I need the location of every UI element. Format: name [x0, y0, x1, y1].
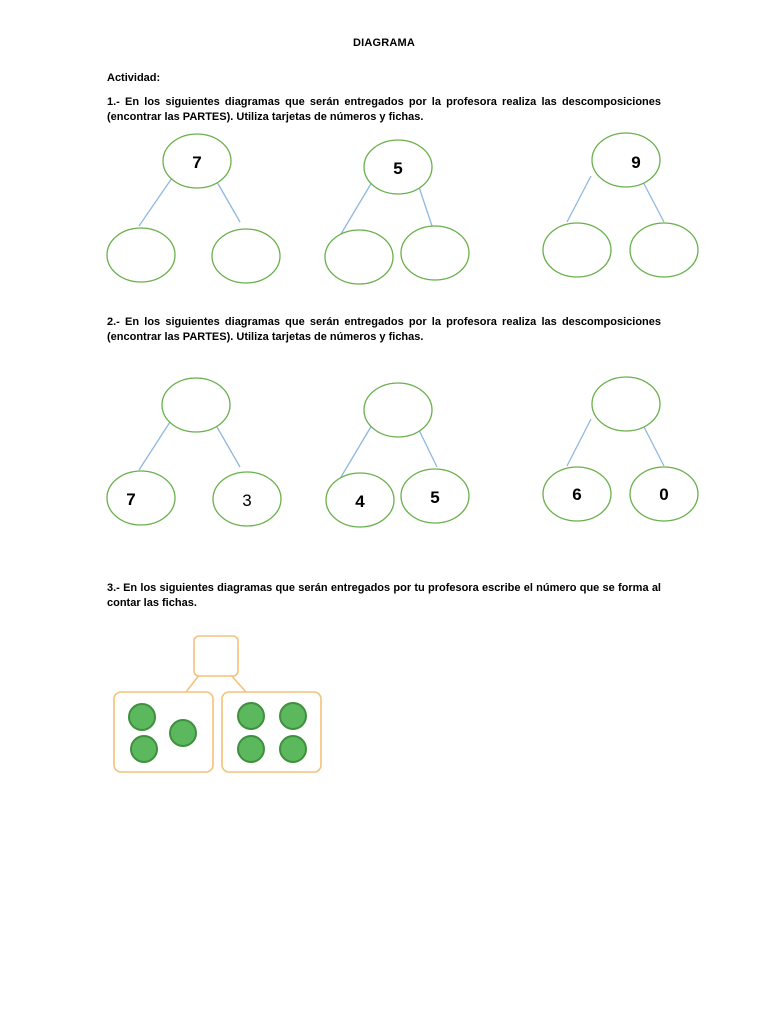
part-box-right — [222, 692, 321, 772]
counter-chip — [280, 703, 306, 729]
connector-line — [642, 180, 664, 222]
section1-diagram-3 — [543, 133, 698, 277]
counter-chip — [238, 703, 264, 729]
connector-line — [567, 176, 591, 222]
connector-line — [419, 187, 432, 226]
connector-line — [217, 427, 240, 467]
part-circle-left — [543, 223, 611, 277]
connector-line — [341, 182, 372, 234]
whole-number: 7 — [192, 153, 202, 172]
part-circle-left — [325, 230, 393, 284]
part-number-left: 6 — [572, 485, 582, 504]
section2-diagram-1 — [107, 378, 281, 526]
document-title: DIAGRAMA — [352, 37, 416, 49]
section1-diagram-1 — [107, 134, 280, 283]
counter-chip — [131, 736, 157, 762]
activity-label: Actividad: — [107, 72, 161, 84]
connector-line — [139, 422, 170, 470]
part-number-left: 7 — [126, 490, 136, 509]
counter-chip — [280, 736, 306, 762]
whole-number: 5 — [393, 159, 403, 178]
connector-line — [341, 425, 372, 477]
part-circle-right — [630, 223, 698, 277]
part-circle-right — [212, 229, 280, 283]
counter-chip — [170, 720, 196, 746]
whole-number: 9 — [631, 153, 641, 172]
connector-line — [419, 430, 437, 467]
part-box-left — [114, 692, 213, 772]
connector-line — [217, 182, 240, 222]
connector-line — [567, 419, 591, 466]
section1-diagram-2 — [325, 140, 469, 284]
whole-circle — [364, 383, 432, 437]
connector-line — [642, 423, 664, 466]
connector-line — [139, 178, 172, 226]
part-number-right: 5 — [430, 488, 440, 507]
part-number-right: 3 — [242, 491, 252, 510]
whole-circle — [162, 378, 230, 432]
part-number-left: 4 — [355, 492, 365, 511]
whole-circle — [592, 377, 660, 431]
section2-diagram-2 — [326, 383, 469, 527]
section2-instruction: 2.- En los siguientes diagramas que serán entregados por la profesora realiza las descomposiciones (encontrar las PARTES). Utiliza tarjetas de números y fichas. — [107, 316, 661, 343]
part-circle-left — [107, 228, 175, 282]
section2-diagram-3 — [543, 377, 698, 521]
section3-diagram — [114, 636, 321, 772]
whole-circle — [592, 133, 660, 187]
whole-box — [194, 636, 238, 676]
counter-chip — [238, 736, 264, 762]
section1-instruction: 1.- En los siguientes diagramas que serán entregados por la profesora realiza las descomposiciones (encontrar las PARTES). Utiliza tarjetas de números y fichas. — [107, 96, 661, 123]
part-number-right: 0 — [659, 485, 669, 504]
section3-instruction: 3.- En los siguientes diagramas que serán entregados por tu profesora escribe el número que se forma al contar las fichas. — [107, 582, 661, 609]
part-circle-right — [401, 226, 469, 280]
counter-chip — [129, 704, 155, 730]
part-circle-left — [107, 471, 175, 525]
